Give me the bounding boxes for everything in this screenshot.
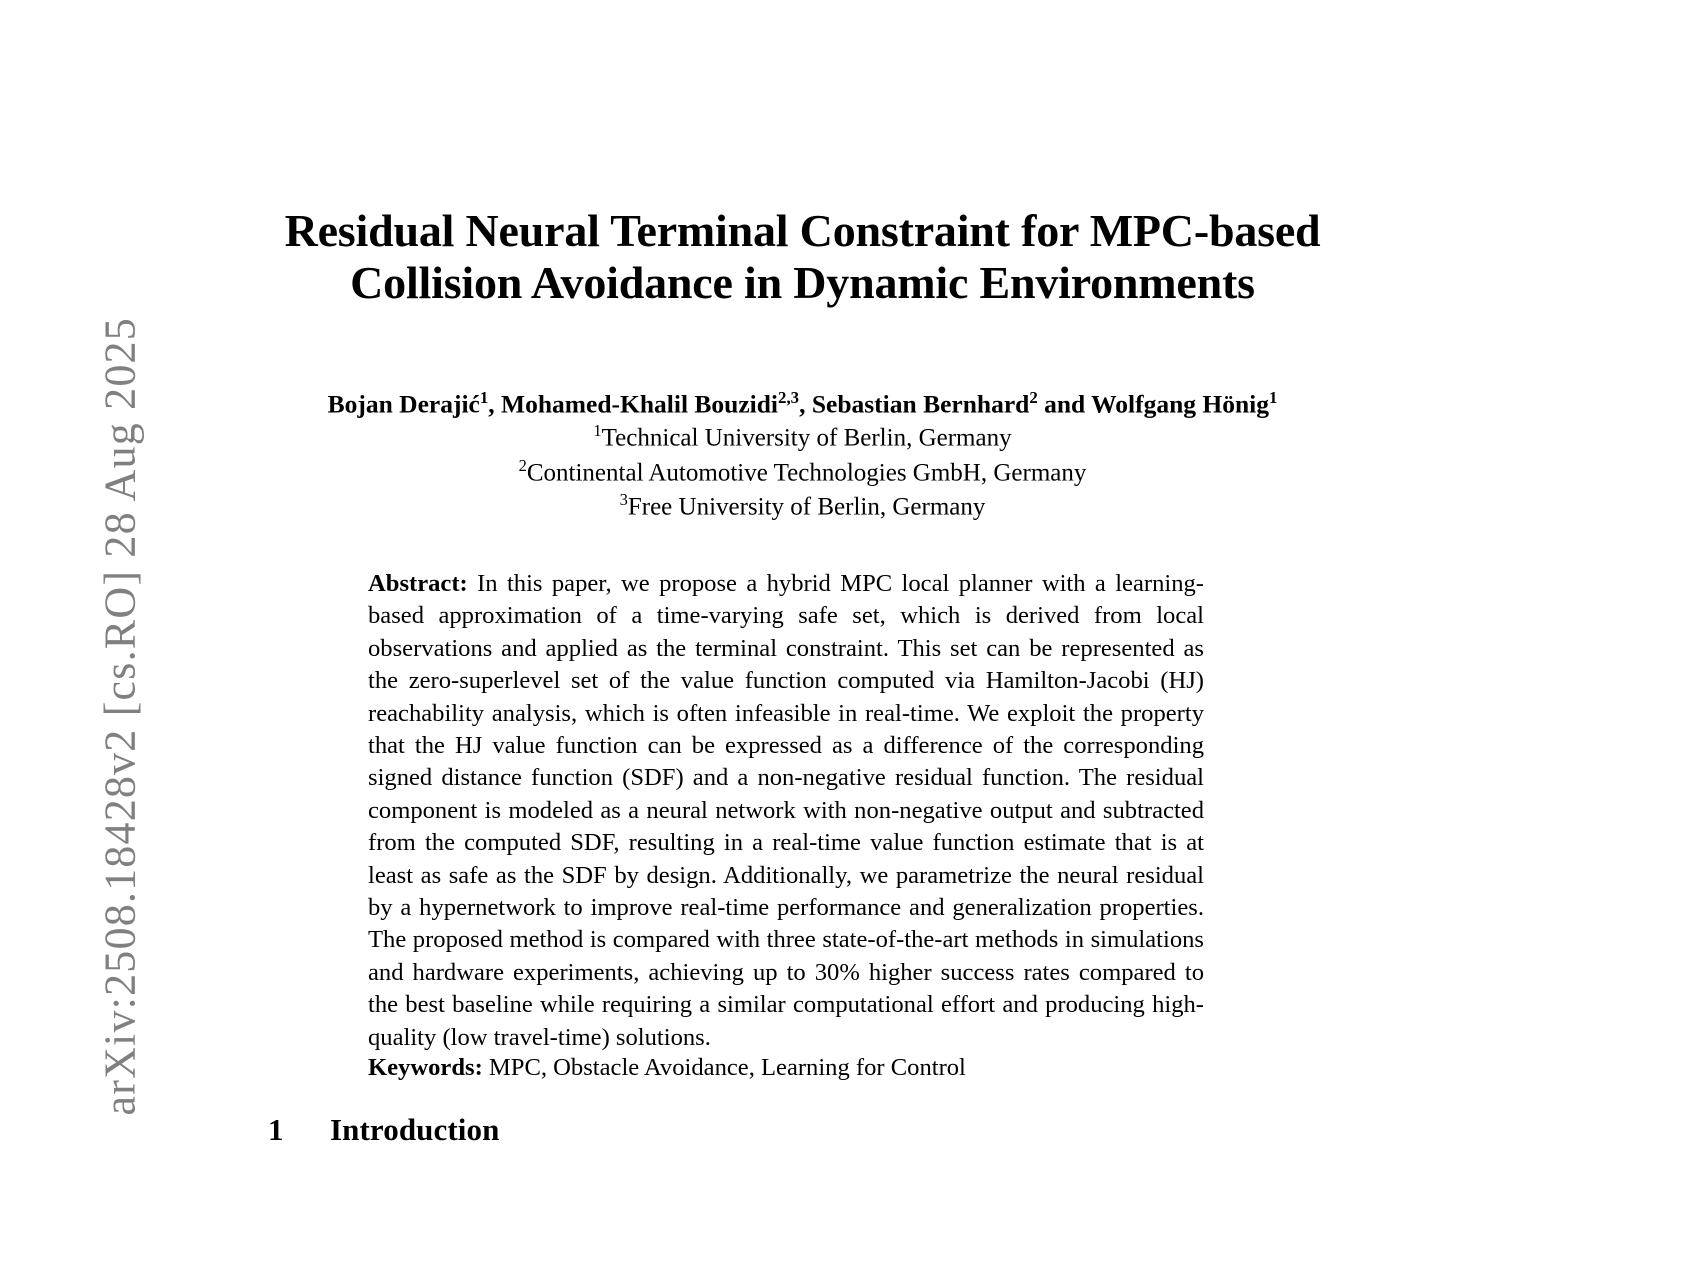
abstract-section <box>368 568 1204 1054</box>
page-title <box>255 205 1350 310</box>
arxiv-identifier-stamp: arXiv:2508.18428v2 [cs.RO] 28 Aug 2025 <box>95 317 145 1116</box>
affiliation-text: Free University of Berlin, Germany <box>627 493 986 521</box>
affiliation-text: Continental Automotive Technologies GmbH, Germany <box>526 458 1087 486</box>
affiliation-item <box>255 489 1350 524</box>
keywords-label: Keywords: <box>368 1054 483 1081</box>
title-line-2: Collision Avoidance in Dynamic Environments <box>350 257 1255 309</box>
section-number: 1 <box>268 1112 284 1147</box>
section-heading-introduction <box>268 1112 1268 1148</box>
affiliation-item <box>255 455 1350 490</box>
affiliation-marker: 1 <box>593 421 602 440</box>
affiliation-list <box>255 420 1350 524</box>
affiliation-item <box>255 420 1350 455</box>
affiliation-marker: 3 <box>619 490 628 510</box>
affiliation-text: Technical University of Berlin, Germany <box>601 424 1012 452</box>
affiliation-marker: 2 <box>518 455 527 475</box>
section-title: Introduction <box>330 1112 500 1147</box>
abstract-label: Abstract: <box>368 570 468 597</box>
keywords-text: MPC, Obstacle Avoidance, Learning for Control <box>488 1054 966 1081</box>
author-list: Bojan Derajić$^1$, Mohamed-Khalil Bouzidi$^{2,3}$, Sebastian Bernhard$^2$ and Wolfgang Hönig$^1$ <box>327 388 1278 419</box>
abstract-paragraph <box>368 568 1204 1054</box>
abstract-text: In this paper, we propose a hybrid MPC local planner with a learning-based approximation of a time-varying safe set, which is derived from local observations and applied as the terminal constraint. This set can be represented as the zero-superlevel set of the value function computed via Hamilton-Jacobi (HJ) reachability analysis, which is often infeasible in real-time. We exploit the property that the HJ value function can be expressed as a difference of the corresponding signed distance function (SDF) and a non-negative residual function. The residual component is modeled as a neural network with non-negative output and subtracted from the computed SDF, resulting in a real-time value function estimate that is at least as safe as the SDF by design. Additionally, we parametrize the neural residual by a hypernetwork to improve real-time performance and generalization properties. The proposed method is compared with three state-of-the-art methods in simulations and hardware experiments, achieving up to 30% higher success rates compared to the best baseline while requiring a similar computational effort and producing high-quality (low travel-time) solutions. <box>368 570 1204 1051</box>
keywords-section <box>368 1052 1204 1084</box>
title-line-1: Residual Neural Terminal Constraint for MPC-based <box>284 205 1321 256</box>
